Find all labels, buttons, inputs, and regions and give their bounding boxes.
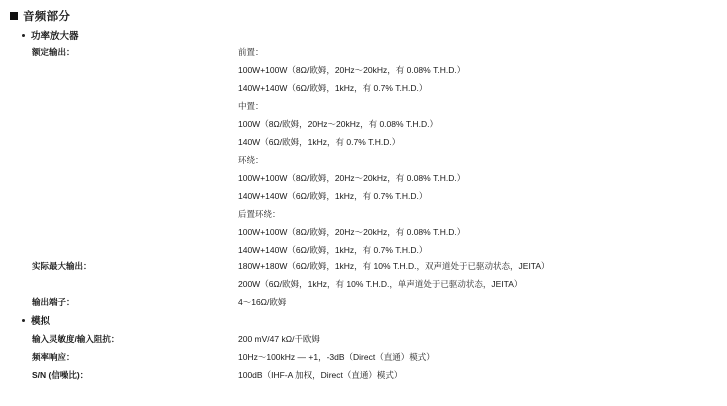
rated-output-line: 100W+100W（8Ω/欧姆，20Hz～20kHz，有 0.08% T.H.D.）	[238, 227, 466, 237]
rated-output-line: 140W+140W（6Ω/欧姆，1kHz，有 0.7% T.H.D.）	[238, 245, 428, 255]
frequency-response-label: 频率响应：	[32, 352, 75, 362]
rated-output-line: 140W（6Ω/欧姆，1kHz，有 0.7% T.H.D.）	[238, 137, 401, 147]
sensitivity-value: 200 mV/47 kΩ/千欧姆	[238, 334, 320, 344]
rated-output-line: 140W+140W（6Ω/欧姆，1kHz，有 0.7% T.H.D.）	[238, 191, 428, 201]
snr-label: S/N (信噪比)：	[32, 370, 89, 380]
amplifier-heading-text: 功率放大器	[31, 31, 79, 42]
analog-heading-text: 模拟	[31, 316, 51, 327]
amplifier-heading	[22, 28, 79, 42]
rated-output-line: 140W+140W（6Ω/欧姆，1kHz，有 0.7% T.H.D.）	[238, 83, 428, 93]
rated-output-line: 中置：	[238, 101, 264, 111]
rated-output-line: 后置环绕：	[238, 209, 281, 219]
max-output-line: 180W+180W（6Ω/欧姆，1kHz，有 10% T.H.D.，双声道处于已驱动状态，JEITA）	[238, 261, 550, 271]
section-title	[10, 8, 70, 24]
section-title-text: 音频部分	[23, 11, 71, 23]
rated-output-label: 额定输出：	[32, 47, 75, 57]
sensitivity-label: 输入灵敏度/输入阻抗：	[32, 334, 120, 344]
bullet-icon	[22, 319, 25, 322]
rated-output-line: 环绕：	[238, 155, 264, 165]
square-bullet-icon	[10, 12, 18, 20]
frequency-response-value: 10Hz～100kHz — +1，-3dB（Direct（直通）模式）	[238, 352, 435, 362]
rated-output-line: 100W+100W（8Ω/欧姆，20Hz～20kHz，有 0.08% T.H.D.）	[238, 65, 466, 75]
output-terminals-value: 4～16Ω/欧姆	[238, 297, 287, 307]
analog-heading	[22, 313, 50, 327]
output-terminals-label: 输出端子：	[32, 297, 75, 307]
rated-output-line: 100W+100W（8Ω/欧姆，20Hz～20kHz，有 0.08% T.H.D.）	[238, 173, 466, 183]
rated-output-line: 前置：	[238, 47, 264, 57]
snr-value: 100dB（IHF-A 加权，Direct（直通）模式）	[238, 370, 403, 380]
bullet-icon	[22, 34, 25, 37]
rated-output-line: 100W（8Ω/欧姆，20Hz～20kHz，有 0.08% T.H.D.）	[238, 119, 439, 129]
max-output-line: 200W（6Ω/欧姆，1kHz，有 10% T.H.D.，单声道处于已驱动状态，JEITA）	[238, 279, 523, 289]
max-output-label: 实际最大输出：	[32, 261, 92, 271]
